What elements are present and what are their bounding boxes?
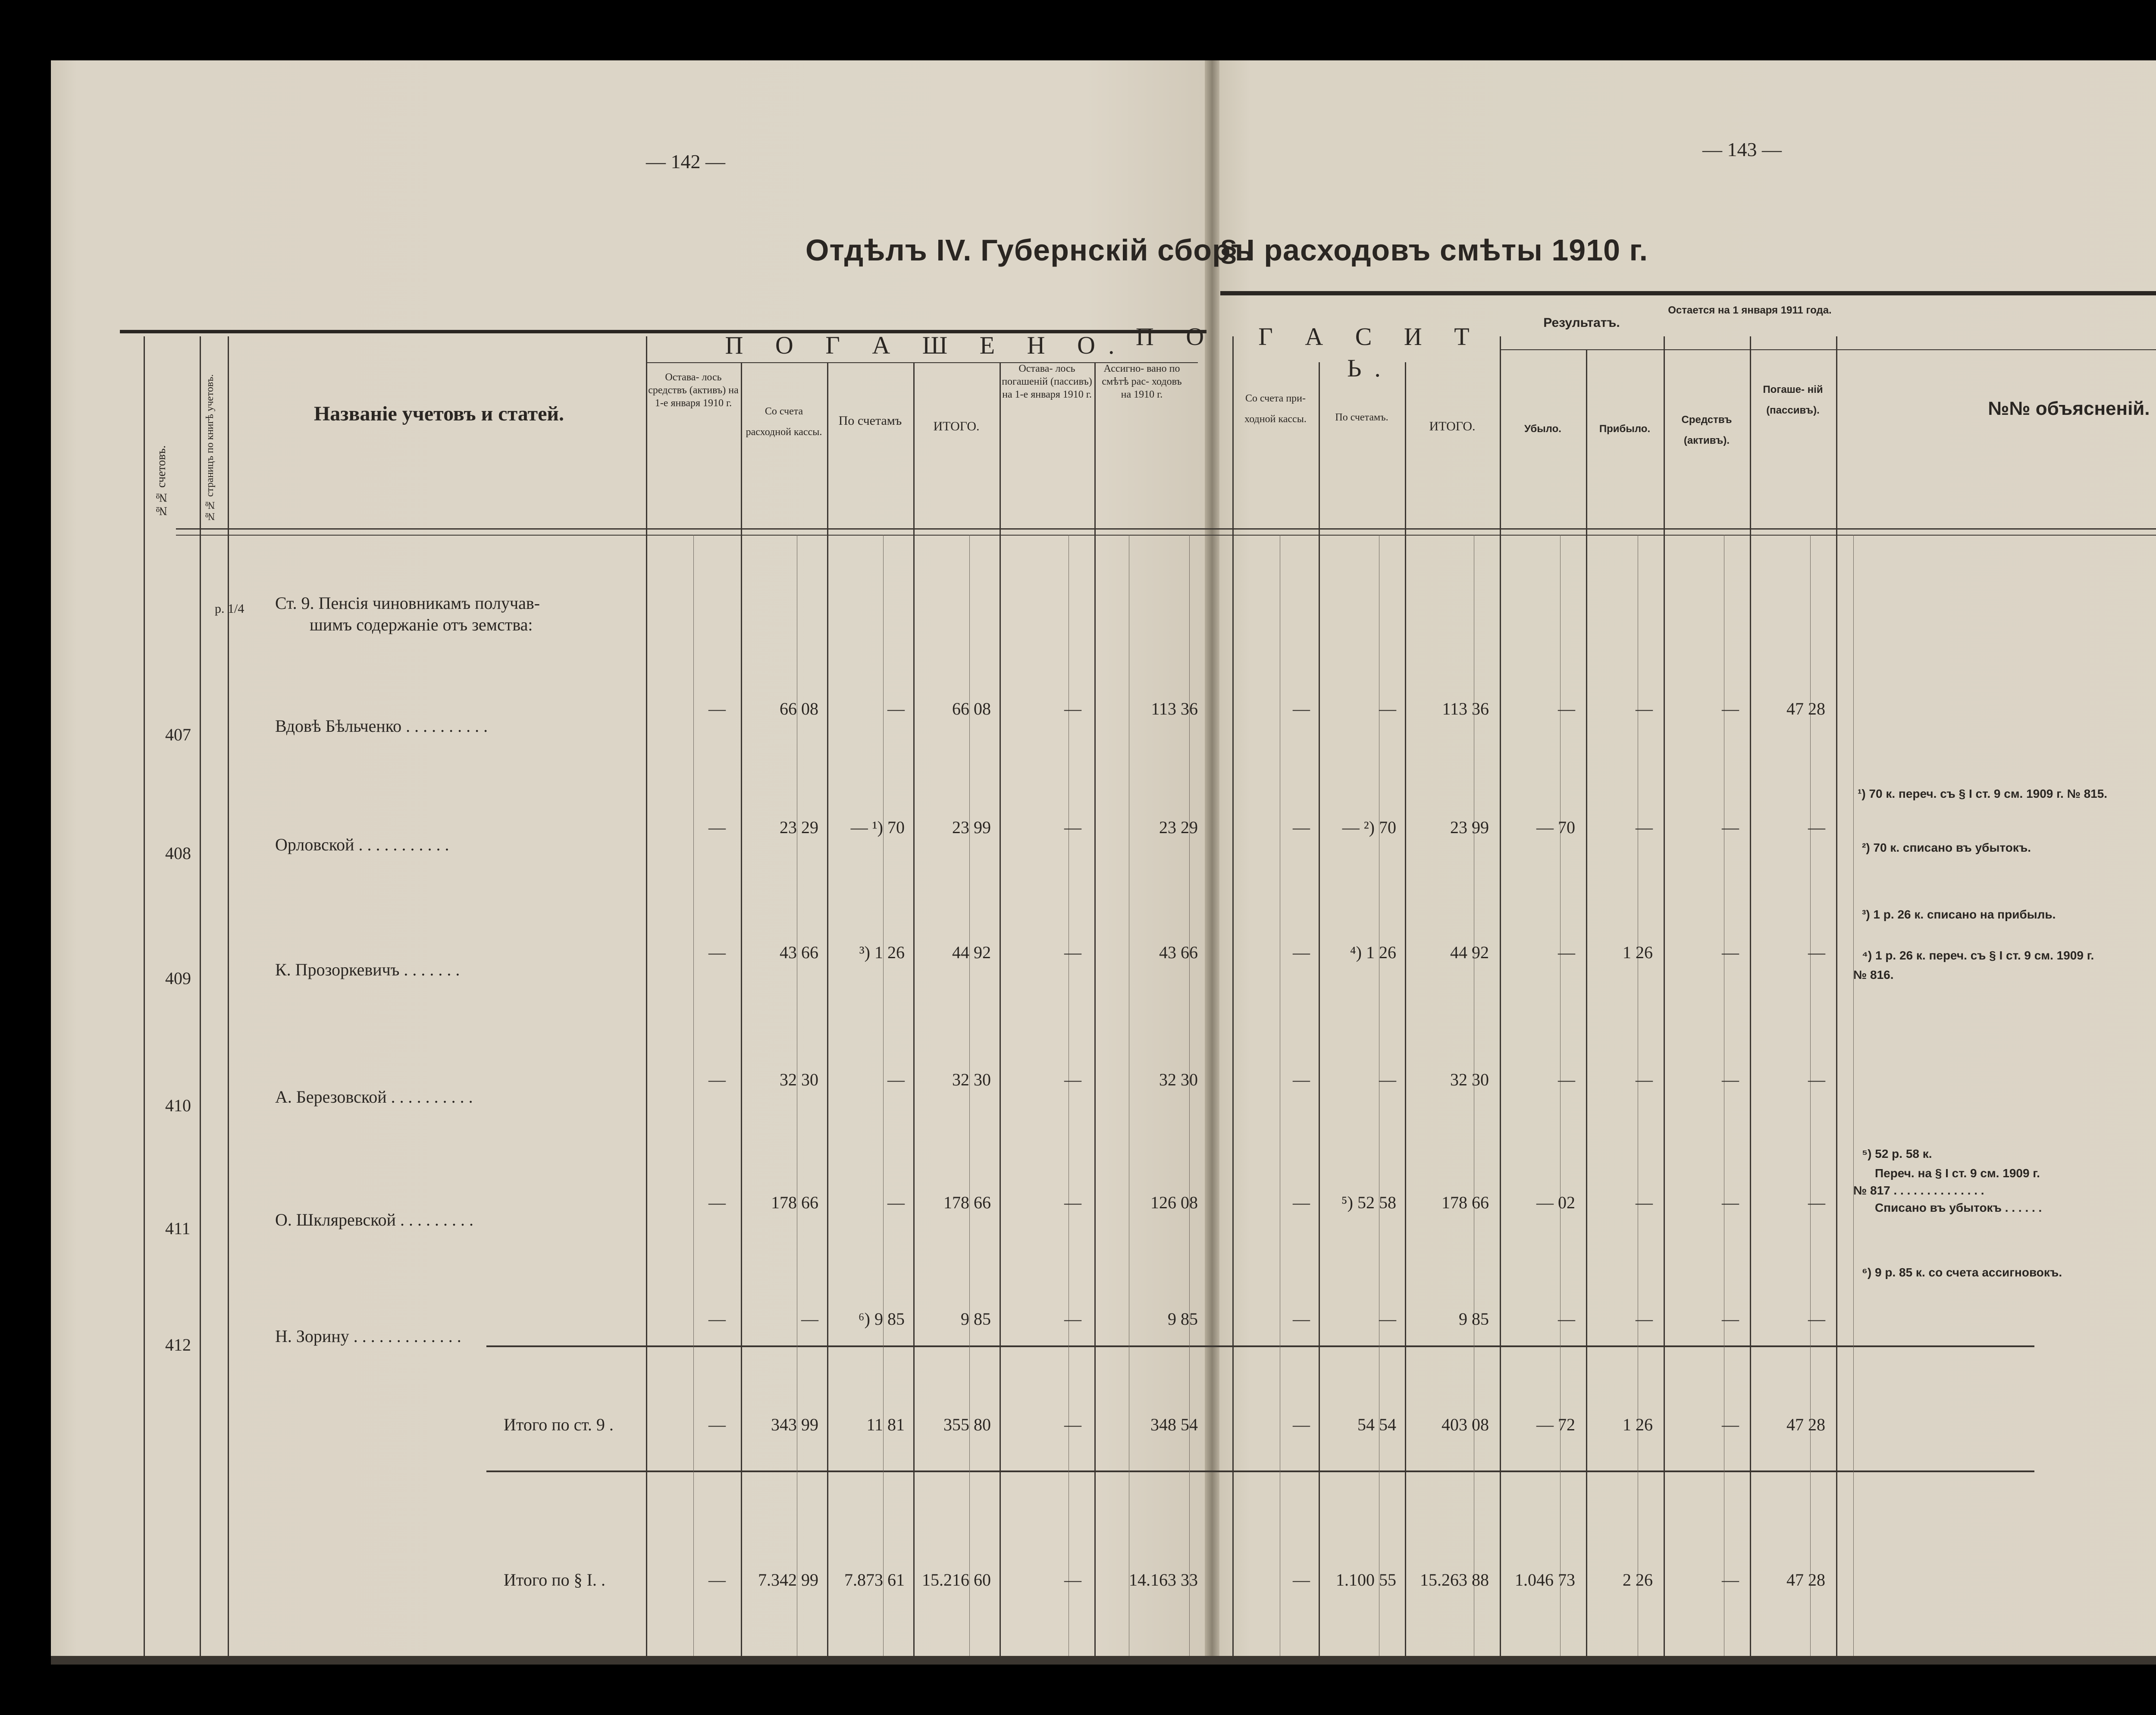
note-2: ²) 70 к. списано въ убытокъ. [1862,841,2031,854]
total-g3: — [1293,1570,1310,1590]
cell-p3: ⁶) 9 85 [858,1309,905,1329]
row-name: А. Березовской . . . . . . . . . . [275,1087,473,1107]
col-line [200,336,201,1665]
note-1: ¹) 70 к. переч. съ § I ст. 9 см. 1909 г. № 815. [1858,787,2108,800]
cell-rl: — [1808,1309,1825,1329]
total-g1: — [1064,1415,1081,1434]
total-g1: — [1064,1570,1081,1590]
header-g2: Ассигно- вано по смѣтѣ рас- ходовъ на 1910 г. [1102,363,1182,400]
total-gain: 1 26 [1623,1415,1653,1434]
cell-gain: — [1636,699,1653,718]
total-label: Итого по § I. . [504,1570,605,1590]
cell-g5: 23 99 [1450,818,1489,837]
cell-g1: — [1064,1070,1081,1089]
cell-gain: 1 26 [1623,943,1653,962]
total-p3: 11 81 [866,1415,905,1434]
col-line [1094,362,1096,1665]
cell-g5: 32 30 [1450,1070,1489,1089]
cell-g4: — [1379,699,1396,718]
cell-g5: 44 92 [1450,943,1489,962]
book-spread [51,60,2156,1665]
cell-loss: — [1558,1309,1575,1329]
total-p3: 7.873 61 [844,1570,905,1590]
cell-rl: — [1808,818,1825,837]
cell-p3: — ¹) 70 [850,818,905,837]
header-p4: ИТОГО. [933,419,980,433]
header-assets: Средствъ (активъ). [1681,414,1732,446]
total-p1: — [708,1570,726,1590]
col-line [1586,349,1587,1665]
cell-g1: — [1064,818,1081,837]
header-pogasheno: П О Г А Ш Е Н О. [725,331,1128,359]
cell-p3: — [887,1193,905,1212]
note-5b: Переч. на § I ст. 9 см. 1909 г. [1875,1166,2040,1180]
cell-loss: — 02 [1536,1193,1575,1212]
right-page-title: § I расходовъ смѣты 1910 г. [1220,233,1648,267]
cell-rl: 47 28 [1786,699,1825,718]
cell-g5: 113 36 [1442,699,1489,718]
cell-g5: 178 66 [1442,1193,1489,1212]
col-line [1405,362,1406,1665]
top-rule-right [1220,291,2156,295]
cell-g4: — [1379,1070,1396,1089]
cell-gain: — [1636,1193,1653,1212]
cell-g2: 32 30 [1159,1070,1198,1089]
note-5a: ⁵) 52 р. 58 к. [1862,1147,1932,1160]
cell-p1: — [708,1193,726,1212]
col-line [913,362,915,1665]
total-p2: 7.342 99 [758,1570,818,1590]
header-account-no: №№ счетовъ. [155,445,168,517]
cell-p4: 32 30 [952,1070,991,1089]
total-p4: 15.216 60 [922,1570,991,1590]
header-g5: ИТОГО. [1429,419,1476,433]
col-line [1750,336,1751,1665]
cell-g3: — [1293,818,1310,837]
total-gain: 2 26 [1623,1570,1653,1590]
cell-rl: — [1808,1193,1825,1212]
cell-ra: — [1722,699,1739,718]
left-page-number: — 142 — [646,150,725,172]
section-heading-1: Ст. 9. Пенсія чиновникамъ получав- [275,593,540,613]
cell-p1: — [708,699,726,718]
total-p2: 343 99 [771,1415,818,1434]
cell-p4: 66 08 [952,699,991,718]
account-number: 411 [165,1219,191,1238]
account-number: 409 [165,969,191,988]
cell-p3: ³) 1 26 [859,943,905,962]
cell-loss: — 70 [1536,818,1575,837]
note-6: ⁶) 9 р. 85 к. со счета ассигновокъ. [1862,1266,2062,1279]
right-page-number: — 143 — [1702,138,1782,160]
account-number: 410 [165,1096,191,1115]
cell-p4: 44 92 [952,943,991,962]
cell-p4: 23 99 [952,818,991,837]
row-name: Орловской . . . . . . . . . . . [275,835,449,854]
cell-ra: — [1722,1070,1739,1089]
total-label: Итого по ст. 9 . [504,1415,614,1434]
cell-g1: — [1064,699,1081,718]
cell-g3: — [1293,699,1310,718]
cell-p2: 32 30 [780,1070,818,1089]
cell-g4: ⁵) 52 58 [1341,1193,1396,1212]
total-g2: 348 54 [1150,1415,1198,1434]
cell-g3: — [1293,943,1310,962]
total-g2: 14.163 33 [1129,1570,1198,1590]
header-po: П О [1135,323,1217,351]
cell-g1: — [1064,1309,1081,1329]
cell-g3: — [1293,1193,1310,1212]
cell-g2: 23 29 [1159,818,1198,837]
header-page-no: №№ страницъ по книгѣ учетовъ. [204,374,216,522]
total-loss: 1.046 73 [1515,1570,1575,1590]
header-g4: По счетамъ. [1335,412,1388,423]
note-5d: Списано въ убытокъ . . . . . . [1875,1201,2042,1214]
cell-rl: — [1808,1070,1825,1089]
cell-g2: 43 66 [1159,943,1198,962]
header-results: Результатъ. [1543,316,1620,330]
col-line [741,362,742,1665]
cell-gain: — [1636,818,1653,837]
cell-g1: — [1064,943,1081,962]
cell-rl: — [1808,943,1825,962]
header-explanations: №№ объясненій. [1988,398,2150,419]
account-number: 412 [165,1335,191,1354]
header-bottom-rule [176,528,2156,530]
results-rule [1500,349,2156,350]
total-g4: 1.100 55 [1336,1570,1396,1590]
header-name: Названіе учетовъ и статей. [313,402,564,425]
total-g5: 403 08 [1442,1415,1489,1434]
header-liabilities: Погаше- ній (пассивъ). [1763,384,1823,416]
row-name: Н. Зорину . . . . . . . . . . . . . [275,1326,461,1346]
kop-line [1853,535,1854,1665]
cell-gain: — [1636,1070,1653,1089]
header-gasit: Г А С И Т Ь. [1258,323,1482,382]
cell-g4: ⁴) 1 26 [1350,943,1396,962]
cell-loss: — [1558,699,1575,718]
total-rl: 47 28 [1786,1570,1825,1590]
cell-g3: — [1293,1309,1310,1329]
total-rule-1 [486,1345,2034,1347]
section-heading-2: шимъ содержаніе отъ земства: [310,615,533,634]
cell-p2: 178 66 [771,1193,818,1212]
note-4a: ⁴) 1 р. 26 к. переч. съ § I ст. 9 см. 1909 г. [1862,949,2094,962]
cell-g4: — ²) 70 [1342,818,1396,837]
header-p2: Со счета расходной кассы. [746,406,822,438]
cell-ra: — [1722,818,1739,837]
cell-ra: — [1722,1193,1739,1212]
col-line [144,336,145,1665]
left-page-title: Отдѣлъ IV. Губернскій сборъ [805,233,1253,267]
cell-p3: — [887,1070,905,1089]
note-4b: № 816. [1853,968,1894,981]
cell-p2: 23 29 [780,818,818,837]
total-p1: — [708,1415,726,1434]
header-bottom-rule-2 [176,535,2156,536]
total-g3: — [1293,1415,1310,1434]
bottom-edge [51,1656,2156,1665]
cell-g2: 9 85 [1168,1309,1198,1329]
total-loss: — 72 [1536,1415,1575,1434]
total-ra: — [1722,1570,1739,1590]
note-3: ³) 1 р. 26 к. списано на прибыль. [1862,908,2056,921]
section-page-ref: р. 1/4 [215,602,244,616]
header-p3: По счетамъ [838,414,902,428]
cell-g2: 113 36 [1151,699,1198,718]
col-line [1500,336,1501,1665]
cell-loss: — [1558,1070,1575,1089]
col-line [1319,362,1320,1665]
col-line [1836,336,1837,1665]
header-loss: Убыло. [1524,423,1561,435]
total-g5: 15.263 88 [1420,1570,1489,1590]
note-5c: № 817 . . . . . . . . . . . . . . [1853,1184,1984,1197]
cell-p1: — [708,1309,726,1329]
total-g4: 54 54 [1357,1415,1396,1434]
col-line [1232,336,1234,1665]
cell-ra: — [1722,1309,1739,1329]
cell-g4: — [1379,1309,1396,1329]
cell-gain: — [1636,1309,1653,1329]
cell-p1: — [708,1070,726,1089]
col-line [1000,362,1001,1665]
cell-g5: 9 85 [1459,1309,1489,1329]
total-ra: — [1722,1415,1739,1434]
cell-g1: — [1064,1193,1081,1212]
cell-p1: — [708,818,726,837]
total-rule-2 [486,1470,2034,1472]
header-p1: Остава- лось средствъ (активъ) на 1-е января 1910 г. [648,372,739,409]
col-line [228,336,229,1665]
cell-p4: 178 66 [943,1193,991,1212]
cell-p3: — [887,699,905,718]
col-line [1664,336,1665,1665]
header-remains: Остается на 1 января 1911 года. [1668,304,1832,316]
header-g3: Со счета при- ходной кассы. [1244,393,1307,425]
total-rl: 47 28 [1786,1415,1825,1434]
row-name: Вдовѣ Бѣльченко . . . . . . . . . . [275,716,488,736]
cell-p2: — [801,1309,818,1329]
cell-ra: — [1722,943,1739,962]
account-number: 407 [165,725,191,744]
header-gain: Прибыло. [1599,423,1651,435]
cell-g2: 126 08 [1150,1193,1198,1212]
cell-p2: 43 66 [780,943,818,962]
header-g1: Остава- лось погашеній (пассивъ) на 1-е января 1910 г. [1002,363,1092,400]
cell-p1: — [708,943,726,962]
total-p4: 355 80 [943,1415,991,1434]
col-line [827,362,828,1665]
cell-g3: — [1293,1070,1310,1089]
cell-loss: — [1558,943,1575,962]
book-gutter [1205,60,1219,1665]
cell-p2: 66 08 [780,699,818,718]
cell-p4: 9 85 [961,1309,991,1329]
row-name: К. Прозоркевичъ . . . . . . . [275,960,460,979]
row-name: О. Шкляревской . . . . . . . . . [275,1210,473,1229]
account-number: 408 [165,843,191,863]
col-line [646,336,647,1665]
